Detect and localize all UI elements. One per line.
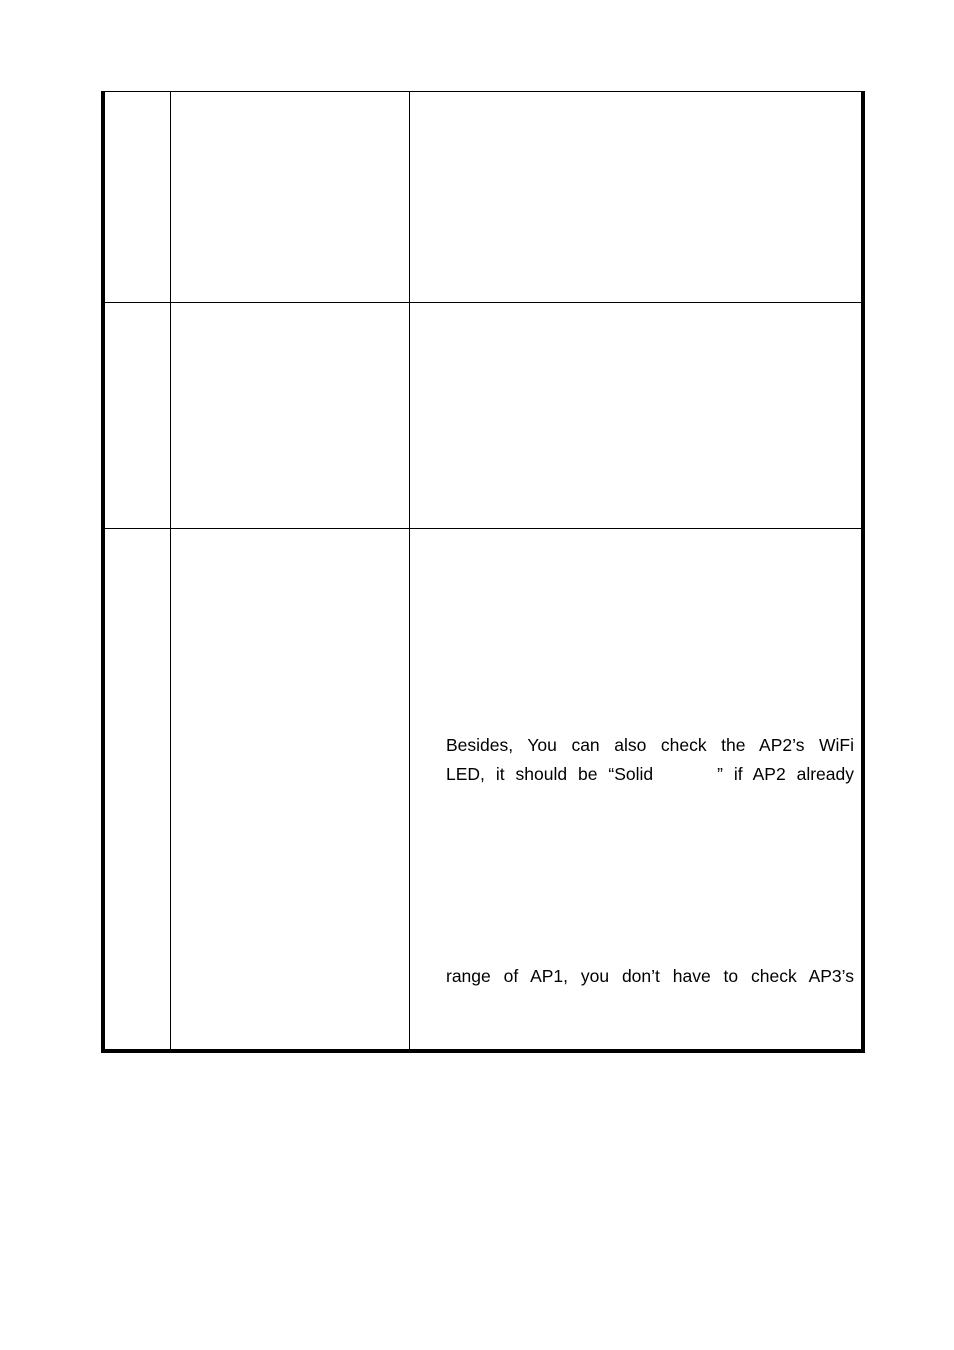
row-3-description-paragraph-1 [446, 731, 854, 789]
description-line: range of AP1, you don’t have to check AP3’s [446, 966, 854, 986]
instruction-table [101, 91, 865, 1053]
description-line [446, 760, 854, 789]
description-line: Besides, You can also check the AP2’s WiFi [446, 735, 854, 755]
column-divider-step [409, 92, 410, 1049]
description-fragment: ” if AP2 already [717, 764, 854, 784]
row-divider-1 [105, 302, 861, 303]
row-3-description-paragraph-2 [446, 962, 854, 991]
column-divider-index [170, 92, 171, 1049]
description-fragment: LED, it should be “Solid [446, 764, 654, 784]
row-divider-2 [105, 528, 861, 529]
